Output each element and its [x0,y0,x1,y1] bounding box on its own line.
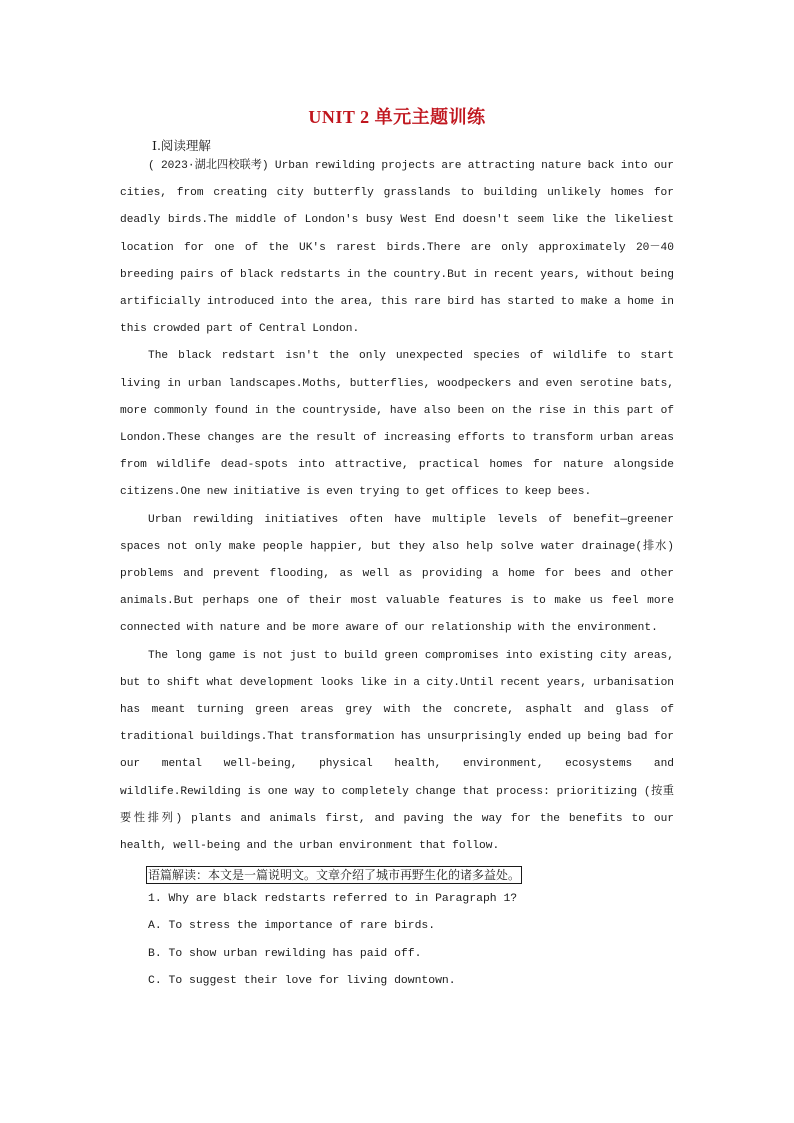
passage-analysis-note: 语篇解读：本文是一篇说明文。文章介绍了城市再野生化的诸多益处。 [148,868,521,883]
option-b: B. To show urban rewilding has paid off. [148,947,422,960]
question-stem: 1. Why are black redstarts referred to in Paragraph 1? [148,893,518,906]
passage-paragraph-1: ( 2023·湖北四校联考) Urban rewilding projects are attracting nature back into our cities, from creating city butterfly grasslands to building unlikely homes for deadly birds.The middle of London's busy West End doesn't seem like the likeliest location for one of the UK's rarest birds.There are only approximately 20－40 breeding pairs of black redstarts in the country.But in recent years, without being artificially introduced into the area, this rare bird has started to make a home in this crowded part of Central London. [120,160,674,336]
passage-paragraph-4: The long game is not just to build green compromises into existing city areas, but to shift what development looks like in a city.Until recent years, urbanisation has meant turning green areas grey with the concrete, asphalt and glass of traditional buildings.That transformation has unsurprisingly ended up being bad for our mental well-being, physical health, environment, ecosystems and wildlife.Rewilding is one way to completely change that process: prioritizing (按重要性排列) plants and animals first, and paving the way for the benefits to our health, well-being and the urban environment that follow. [120,649,674,853]
option-a: A. To stress the importance of rare birds. [148,920,436,933]
section-label: Ⅰ.阅读理解 [152,138,211,153]
passage-paragraph-2: The black redstart isn't the only unexpected species of wildlife to start living in urban landscapes.Moths, butterflies, woodpeckers and even serotine bats, more commonly found in the countryside, have also been on the rise in this part of London.These changes are the result of increasing efforts to transform urban areas from wildlife dead-spots into attractive, practical homes for nature alongside citizens.One new initiative is even trying to get offices to keep bees. [120,350,674,499]
document-page [120,104,674,995]
passage-paragraph-3: Urban rewilding initiatives often have multiple levels of benefit—greener spaces not only make people happier, but they also help solve water drainage(排水) problems and prevent flooding, as well as providing a home for bees and other animals.But perhaps one of their most valuable features is to make us feel more connected with nature and be more aware of our relationship with the environment. [120,513,674,635]
page-title: UNIT 2 单元主题训练 [308,107,486,127]
option-c: C. To suggest their love for living downtown. [148,974,456,987]
